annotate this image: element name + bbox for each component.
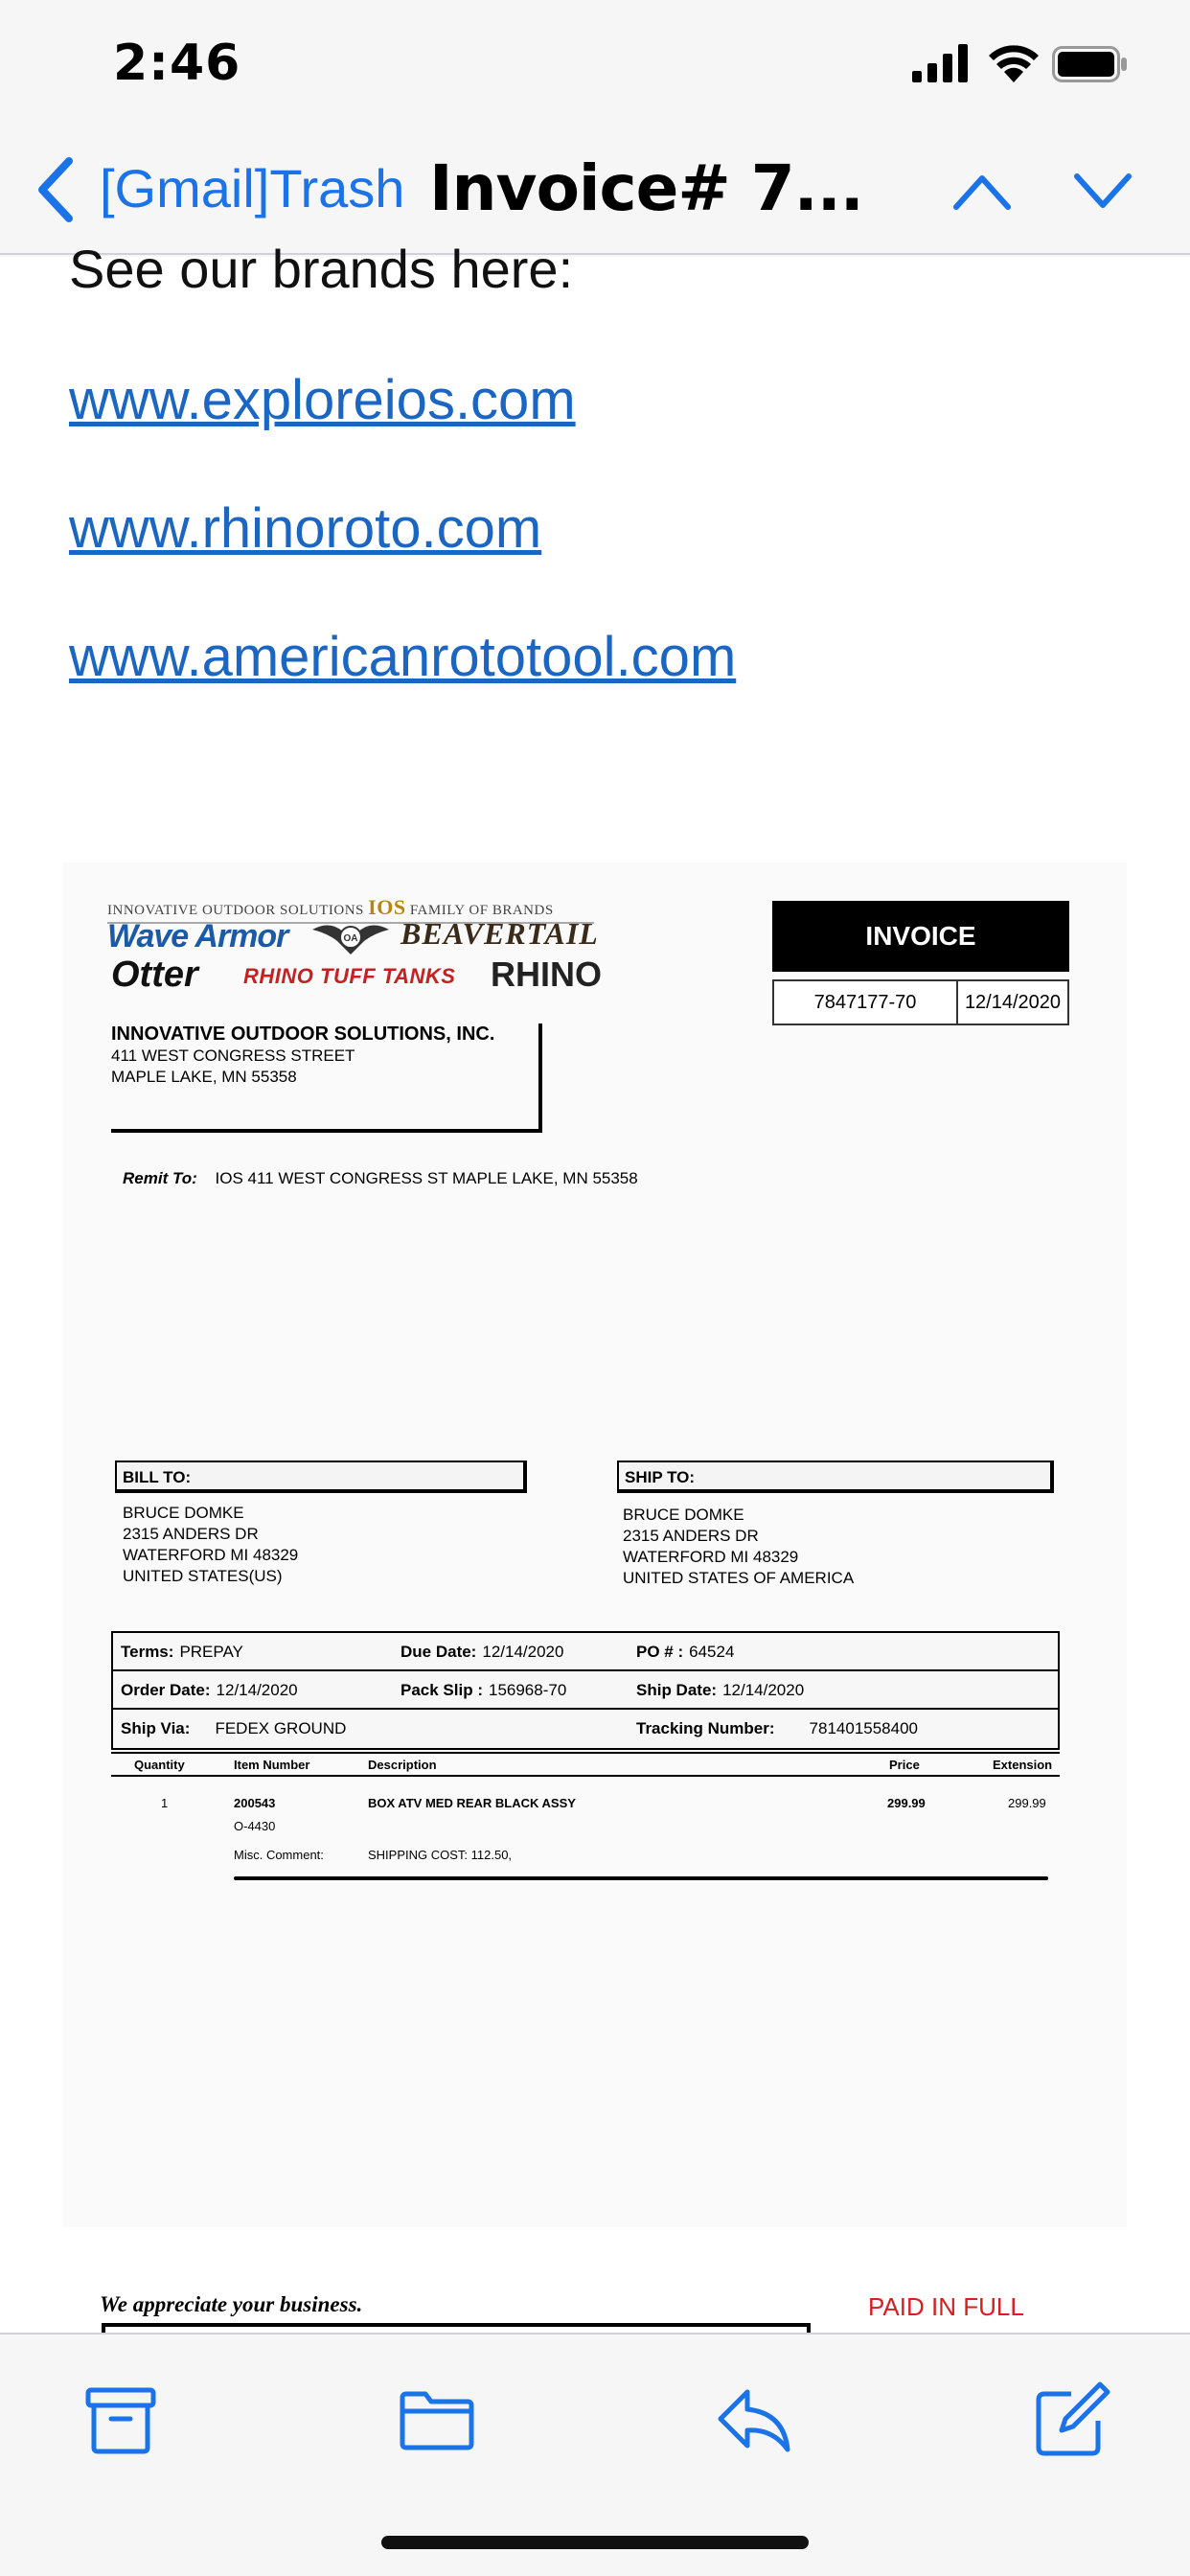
order-date-label: Order Date:: [121, 1681, 211, 1699]
oa-eagle-logo: [310, 916, 391, 958]
order-date-value: 12/14/2020: [216, 1681, 298, 1699]
wifi-icon: [987, 42, 1041, 82]
appreciation-text: We appreciate your business.: [100, 2292, 363, 2316]
ship-to-header: SHIP TO:: [617, 1460, 1054, 1493]
bill-to-line: BRUCE DOMKE: [123, 1504, 244, 1522]
order-row: [113, 1671, 1058, 1710]
bill-to-line: UNITED STATES(US): [123, 1567, 283, 1585]
wave-armor-logo: Wave Armor: [107, 918, 288, 954]
terms-label: Terms:: [121, 1643, 174, 1661]
ship-via-label: Ship Via:: [121, 1719, 191, 1737]
link-americanrototool[interactable]: www.americanrototool.com: [69, 626, 737, 688]
remit-value: IOS 411 WEST CONGRESS ST MAPLE LAKE, MN 55358: [215, 1169, 638, 1187]
back-chevron-icon[interactable]: [34, 155, 77, 224]
reply-icon[interactable]: [715, 2382, 791, 2459]
invoice-title: INVOICE: [772, 901, 1069, 972]
archive-icon[interactable]: [82, 2382, 159, 2459]
pack-slip-label: Pack Slip :: [400, 1681, 483, 1699]
logo-tagline-right: FAMILY OF BRANDS: [409, 903, 554, 918]
tracking-label: Tracking Number:: [636, 1719, 775, 1737]
col-quantity: Quantity: [134, 1758, 185, 1772]
table-row: [111, 1792, 1060, 1813]
col-price: Price: [889, 1758, 920, 1772]
company-city: MAPLE LAKE, MN 55358: [111, 1068, 297, 1086]
order-terms-table: [111, 1631, 1060, 1750]
ship-to-line: 2315 ANDERS DR: [623, 1527, 759, 1545]
terms-row: [113, 1633, 1058, 1671]
ship-via-row: [113, 1710, 1058, 1748]
col-item-number: Item Number: [234, 1758, 310, 1772]
company-address: [111, 1024, 542, 1133]
invoice-number: 7847177-70: [772, 979, 958, 1025]
items-divider: [234, 1876, 1048, 1880]
terms-value: PREPAY: [179, 1643, 243, 1661]
home-indicator[interactable]: [381, 2536, 809, 2549]
bill-to-line: 2315 ANDERS DR: [123, 1525, 259, 1543]
bill-to-line: WATERFORD MI 48329: [123, 1546, 299, 1564]
next-message-icon[interactable]: [1071, 169, 1134, 215]
otter-logo: Otter: [111, 954, 198, 995]
brands-intro-text: See our brands here:: [69, 239, 574, 299]
link-rhinoroto[interactable]: www.rhinoroto.com: [69, 497, 542, 560]
ship-to-line: BRUCE DOMKE: [623, 1506, 744, 1524]
col-description: Description: [368, 1758, 437, 1772]
status-bar: [0, 0, 1190, 134]
po-label: PO # :: [636, 1643, 684, 1661]
table-row: [111, 1815, 1060, 1836]
link-exploreios[interactable]: www.exploreios.com: [69, 369, 576, 431]
rhino-tuff-tanks-logo: RHINO TUFF TANKS: [243, 964, 456, 988]
item-quantity: 1: [161, 1796, 169, 1810]
compose-icon[interactable]: [1033, 2382, 1110, 2459]
ship-to-line: WATERFORD MI 48329: [623, 1548, 799, 1566]
cellular-signal-icon: [912, 44, 970, 82]
po-value: 64524: [689, 1643, 735, 1661]
remit-to: [123, 1169, 638, 1188]
message-title: Invoice# 7...: [429, 151, 863, 225]
misc-comment-label: Misc. Comment:: [234, 1848, 324, 1862]
logo-tagline-left: INNOVATIVE OUTDOOR SOLUTIONS: [107, 903, 364, 918]
item-sub-number: O-4430: [234, 1819, 276, 1833]
tracking-value: 781401558400: [809, 1719, 919, 1737]
rhino-logo: RHINO: [491, 954, 602, 994]
ship-date-label: Ship Date:: [636, 1681, 718, 1699]
due-date-value: 12/14/2020: [482, 1643, 564, 1661]
ship-date-value: 12/14/2020: [722, 1681, 805, 1699]
back-button-label[interactable]: [Gmail]Trash: [100, 158, 405, 218]
invoice-date: 12/14/2020: [956, 979, 1069, 1025]
item-description: BOX ATV MED REAR BLACK ASSY: [368, 1796, 576, 1810]
ship-to-line: UNITED STATES OF AMERICA: [623, 1569, 855, 1587]
bill-to-header: BILL TO:: [115, 1460, 527, 1493]
paid-status: PAID IN FULL: [868, 2292, 1024, 2321]
item-extension: 299.99: [1008, 1796, 1046, 1810]
status-time: 2:46: [113, 34, 241, 92]
misc-comment: SHIPPING COST: 112.50,: [368, 1848, 513, 1862]
beavertail-logo: BEAVERTAIL: [400, 916, 599, 951]
col-extension: Extension: [993, 1758, 1053, 1772]
previous-message-icon[interactable]: [950, 169, 1014, 215]
bill-to-address: [123, 1503, 298, 1587]
ship-to-address: [623, 1505, 854, 1589]
oa-logo-text: OA: [343, 933, 358, 944]
table-row: [111, 1844, 1060, 1865]
pack-slip-value: 156968-70: [488, 1681, 567, 1699]
remit-label: Remit To:: [123, 1169, 197, 1187]
folder-icon[interactable]: [399, 2382, 475, 2459]
company-street: 411 WEST CONGRESS STREET: [111, 1046, 355, 1065]
company-name: INNOVATIVE OUTDOOR SOLUTIONS, INC.: [111, 1024, 495, 1045]
battery-icon: [1052, 46, 1129, 82]
item-number: 200543: [234, 1796, 276, 1810]
ship-via-value: FEDEX GROUND: [215, 1719, 347, 1737]
invoice-attachment[interactable]: [63, 862, 1127, 2321]
item-price: 299.99: [887, 1796, 926, 1810]
ios-logo: IOS: [368, 895, 406, 919]
brand-logos: [107, 895, 602, 1000]
email-body[interactable]: [0, 239, 1190, 2333]
items-table-header: [111, 1752, 1060, 1777]
due-date-label: Due Date:: [400, 1643, 477, 1661]
